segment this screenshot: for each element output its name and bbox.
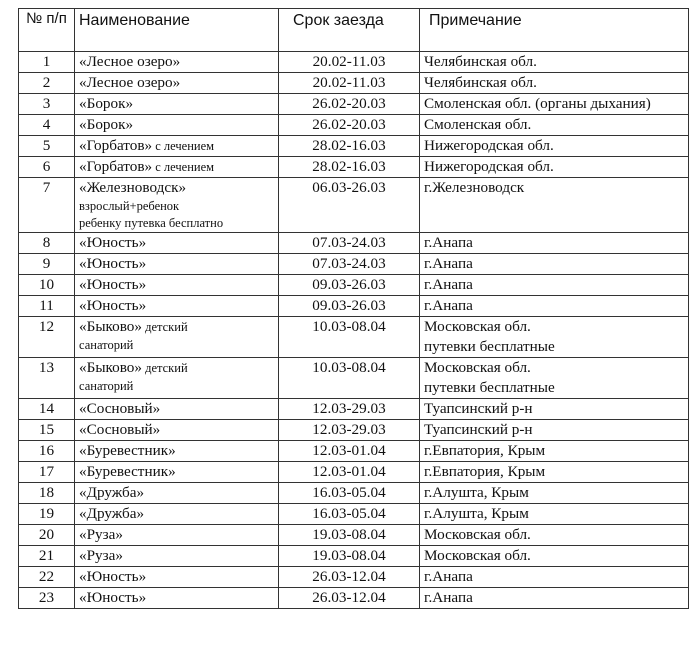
arrival-dates: 16.03-05.04	[279, 483, 420, 504]
sanatorium-name-cell	[75, 567, 279, 588]
note-line: г.Анапа	[424, 276, 473, 293]
note-line: г.Евпатория, Крым	[424, 463, 546, 480]
sanatorium-name-cell	[75, 441, 279, 462]
sanatorium-name-cell	[75, 73, 279, 94]
note-line: г.Евпатория, Крым	[424, 442, 546, 459]
sanatorium-name-cell	[75, 115, 279, 136]
arrival-dates: 28.02-16.03	[279, 157, 420, 178]
table-header-row	[19, 9, 689, 52]
row-number: 4	[19, 115, 75, 136]
sanatorium-name-detail: санаторий	[79, 338, 134, 352]
note-line: Смоленская обл. (органы дыхания)	[424, 95, 651, 112]
sanatorium-name-cell	[75, 462, 279, 483]
sanatorium-name-cell	[75, 317, 279, 358]
table-row	[19, 296, 689, 317]
table-row	[19, 546, 689, 567]
row-number: 23	[19, 588, 75, 609]
note-cell	[420, 525, 689, 546]
sanatorium-name: «Железноводск»	[79, 179, 187, 196]
row-number: 14	[19, 399, 75, 420]
sanatorium-name-suffix: с лечением	[152, 160, 215, 174]
note-cell	[420, 420, 689, 441]
note-cell	[420, 441, 689, 462]
note-cell	[420, 546, 689, 567]
table-row	[19, 567, 689, 588]
table-row	[19, 157, 689, 178]
row-number: 15	[19, 420, 75, 441]
table-row	[19, 317, 689, 358]
arrival-dates: 28.02-16.03	[279, 136, 420, 157]
note-cell	[420, 115, 689, 136]
row-number: 21	[19, 546, 75, 567]
arrival-dates: 26.02-20.03	[279, 94, 420, 115]
arrival-dates: 12.03-01.04	[279, 441, 420, 462]
sanatorium-name-detail: ребенку путевка бесплатно	[79, 216, 224, 230]
note-cell	[420, 157, 689, 178]
row-number: 10	[19, 275, 75, 296]
note-line: Челябинская обл.	[424, 74, 537, 91]
sanatorium-voucher-table	[18, 8, 689, 609]
row-number: 8	[19, 233, 75, 254]
arrival-dates: 12.03-29.03	[279, 420, 420, 441]
sanatorium-name-suffix: с лечением	[152, 139, 215, 153]
row-number: 6	[19, 157, 75, 178]
table-row	[19, 420, 689, 441]
sanatorium-name: «Буревестник»	[79, 463, 176, 480]
row-number: 9	[19, 254, 75, 275]
note-line: путевки бесплатные	[424, 338, 555, 355]
row-number: 17	[19, 462, 75, 483]
note-cell	[420, 275, 689, 296]
table-row	[19, 275, 689, 296]
sanatorium-name-cell	[75, 136, 279, 157]
sanatorium-name-cell	[75, 483, 279, 504]
sanatorium-name: «Дружба»	[79, 505, 145, 522]
note-cell	[420, 52, 689, 73]
table-row	[19, 254, 689, 275]
table-body	[19, 52, 689, 609]
sanatorium-name: «Сосновый»	[79, 421, 161, 438]
table-row	[19, 52, 689, 73]
arrival-dates: 10.03-08.04	[279, 358, 420, 399]
sanatorium-name-cell	[75, 275, 279, 296]
note-line: г.Алушта, Крым	[424, 505, 529, 522]
note-line: Московская обл.	[424, 359, 531, 376]
note-cell	[420, 588, 689, 609]
sanatorium-name: «Быково»	[79, 359, 142, 376]
note-line: Московская обл.	[424, 526, 531, 543]
sanatorium-name: «Юность»	[79, 589, 147, 606]
sanatorium-name: «Руза»	[79, 526, 123, 543]
column-header-number: № п/п	[19, 9, 75, 52]
sanatorium-name-cell	[75, 420, 279, 441]
note-cell	[420, 504, 689, 525]
arrival-dates: 06.03-26.03	[279, 178, 420, 233]
sanatorium-name: «Горбатов»	[79, 158, 153, 175]
arrival-dates: 12.03-29.03	[279, 399, 420, 420]
column-header-name: Наименование	[75, 9, 279, 52]
table-row	[19, 73, 689, 94]
note-line: г.Анапа	[424, 234, 473, 251]
note-cell	[420, 317, 689, 358]
table-row	[19, 504, 689, 525]
row-number: 3	[19, 94, 75, 115]
sanatorium-name: «Быково»	[79, 318, 142, 335]
sanatorium-name: «Дружба»	[79, 484, 145, 501]
table-row	[19, 358, 689, 399]
row-number: 11	[19, 296, 75, 317]
note-cell	[420, 358, 689, 399]
arrival-dates: 20.02-11.03	[279, 52, 420, 73]
note-cell	[420, 254, 689, 275]
sanatorium-name: «Горбатов»	[79, 137, 153, 154]
arrival-dates: 09.03-26.03	[279, 296, 420, 317]
table-row	[19, 136, 689, 157]
table-row	[19, 178, 689, 233]
column-header-note: Примечание	[420, 9, 689, 52]
note-line: г.Анапа	[424, 255, 473, 272]
table-row	[19, 483, 689, 504]
sanatorium-name: «Руза»	[79, 547, 123, 564]
sanatorium-name: «Борок»	[79, 116, 134, 133]
table-row	[19, 462, 689, 483]
arrival-dates: 12.03-01.04	[279, 462, 420, 483]
note-cell	[420, 94, 689, 115]
table-row	[19, 399, 689, 420]
arrival-dates: 26.03-12.04	[279, 567, 420, 588]
note-line: Нижегородская обл.	[424, 137, 554, 154]
sanatorium-name-suffix: детский	[141, 320, 188, 334]
sanatorium-name-cell	[75, 504, 279, 525]
table-row	[19, 441, 689, 462]
row-number: 1	[19, 52, 75, 73]
sanatorium-name-suffix: детский	[141, 361, 188, 375]
note-cell	[420, 136, 689, 157]
note-line: путевки бесплатные	[424, 379, 555, 396]
row-number: 13	[19, 358, 75, 399]
column-header-dates: Срок заезда	[279, 9, 420, 52]
note-cell	[420, 567, 689, 588]
row-number: 12	[19, 317, 75, 358]
sanatorium-name-cell	[75, 399, 279, 420]
sanatorium-name-cell	[75, 178, 279, 233]
arrival-dates: 10.03-08.04	[279, 317, 420, 358]
row-number: 19	[19, 504, 75, 525]
note-line: Смоленская обл.	[424, 116, 532, 133]
sanatorium-name: «Юность»	[79, 568, 147, 585]
sanatorium-name: «Юность»	[79, 255, 147, 272]
arrival-dates: 07.03-24.03	[279, 233, 420, 254]
arrival-dates: 26.02-20.03	[279, 115, 420, 136]
note-line: г.Железноводск	[424, 179, 525, 196]
note-cell	[420, 73, 689, 94]
sanatorium-name-cell	[75, 52, 279, 73]
sanatorium-name-cell	[75, 546, 279, 567]
sanatorium-name: «Юность»	[79, 234, 147, 251]
note-line: г.Анапа	[424, 568, 473, 585]
note-cell	[420, 178, 689, 233]
note-line: Туапсинский р-н	[424, 400, 533, 417]
arrival-dates: 20.02-11.03	[279, 73, 420, 94]
arrival-dates: 26.03-12.04	[279, 588, 420, 609]
sanatorium-name-cell	[75, 233, 279, 254]
note-line: Туапсинский р-н	[424, 421, 533, 438]
note-line: г.Анапа	[424, 297, 473, 314]
row-number: 16	[19, 441, 75, 462]
note-cell	[420, 296, 689, 317]
sanatorium-name: «Юность»	[79, 297, 147, 314]
table-row	[19, 525, 689, 546]
row-number: 7	[19, 178, 75, 233]
note-line: Нижегородская обл.	[424, 158, 554, 175]
arrival-dates: 19.03-08.04	[279, 546, 420, 567]
note-cell	[420, 233, 689, 254]
table-row	[19, 94, 689, 115]
note-cell	[420, 483, 689, 504]
sanatorium-name-detail: взрослый+ребенок	[79, 199, 180, 213]
sanatorium-name-cell	[75, 157, 279, 178]
arrival-dates: 16.03-05.04	[279, 504, 420, 525]
sanatorium-name-cell	[75, 588, 279, 609]
arrival-dates: 09.03-26.03	[279, 275, 420, 296]
note-line: Московская обл.	[424, 547, 531, 564]
sanatorium-name: «Борок»	[79, 95, 134, 112]
note-cell	[420, 462, 689, 483]
note-line: Московская обл.	[424, 318, 531, 335]
arrival-dates: 07.03-24.03	[279, 254, 420, 275]
note-line: Челябинская обл.	[424, 53, 537, 70]
row-number: 18	[19, 483, 75, 504]
sanatorium-name-cell	[75, 254, 279, 275]
sanatorium-name-cell	[75, 358, 279, 399]
note-line: г.Алушта, Крым	[424, 484, 529, 501]
sanatorium-name-cell	[75, 296, 279, 317]
table-row	[19, 115, 689, 136]
sanatorium-name-cell	[75, 525, 279, 546]
row-number: 20	[19, 525, 75, 546]
row-number: 2	[19, 73, 75, 94]
arrival-dates: 19.03-08.04	[279, 525, 420, 546]
sanatorium-name: «Буревестник»	[79, 442, 176, 459]
sanatorium-name-cell	[75, 94, 279, 115]
sanatorium-name-detail: санаторий	[79, 379, 134, 393]
sanatorium-name: «Лесное озеро»	[79, 53, 181, 70]
row-number: 5	[19, 136, 75, 157]
table-row	[19, 588, 689, 609]
sanatorium-name: «Сосновый»	[79, 400, 161, 417]
table-row	[19, 233, 689, 254]
note-line: г.Анапа	[424, 589, 473, 606]
row-number: 22	[19, 567, 75, 588]
sanatorium-name: «Юность»	[79, 276, 147, 293]
note-cell	[420, 399, 689, 420]
sanatorium-name: «Лесное озеро»	[79, 74, 181, 91]
